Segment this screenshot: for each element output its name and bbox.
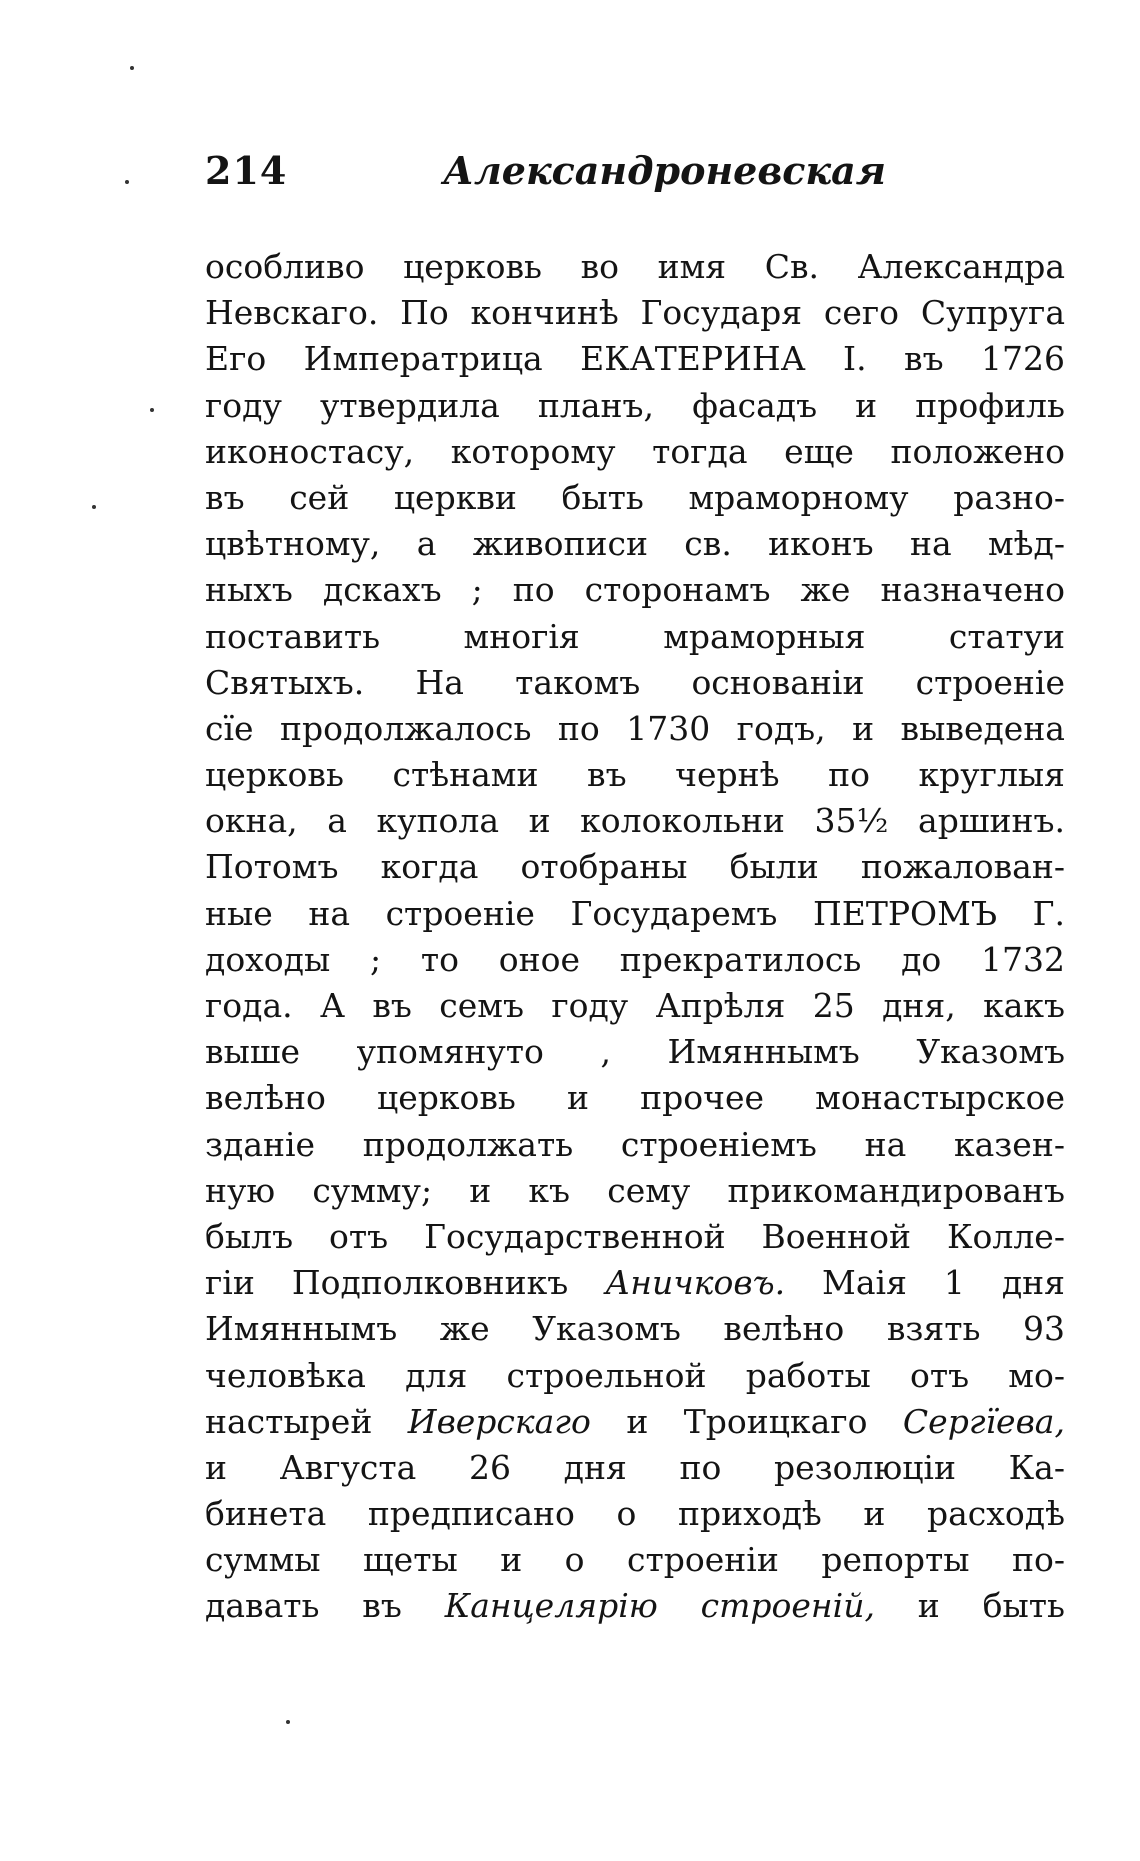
text-line: бинета предписано о приходѣ и расходѣ xyxy=(205,1494,1065,1534)
text-line: зданіе продолжать строеніемъ на казен- xyxy=(205,1124,1065,1164)
text-line: ные на строеніе Государемъ ПЕТРОМЪ Г. xyxy=(205,893,1065,933)
text-line: сїе продолжалось по 1730 годъ, и выведена xyxy=(205,708,1065,748)
text-line: въ сей церкви быть мраморному разно- xyxy=(205,477,1065,517)
running-head: Александроневская xyxy=(443,148,887,193)
body-text xyxy=(205,244,1065,1630)
text-line: поставить многія мраморныя статуи xyxy=(205,616,1065,656)
text-line: человѣка для строельной работы отъ мо- xyxy=(205,1355,1065,1395)
text-line: цвѣтному, а живописи св. иконъ на мѣд- xyxy=(205,524,1065,564)
italic-name: Сергїева, xyxy=(902,1401,1065,1441)
text-line: ную сумму; и къ сему прикомандированъ xyxy=(205,1170,1065,1210)
text-segment: и быть xyxy=(917,1586,1065,1626)
text-segment: давать въ xyxy=(205,1586,402,1626)
page-number: 214 xyxy=(205,148,288,193)
text-line: Потомъ когда отобраны были пожалован- xyxy=(205,847,1065,887)
text-line: Имяннымъ же Указомъ велѣно взять 93 xyxy=(205,1309,1065,1349)
text-segment: Маія 1 дня xyxy=(822,1263,1065,1303)
text-line xyxy=(205,1399,1065,1445)
text-line: и Августа 26 дня по резолюціи Ка- xyxy=(205,1447,1065,1487)
text-line xyxy=(205,1583,1065,1629)
text-line: церковь стѣнами въ чернѣ по круглыя xyxy=(205,755,1065,795)
text-line: особливо церковь во имя Св. Александра xyxy=(205,247,1065,286)
text-line: окна, а купола и колокольни 35½ аршинъ. xyxy=(205,801,1065,841)
text-line: Его Императрица ЕКАТЕРИНА I. въ 1726 xyxy=(205,339,1065,379)
page-header xyxy=(205,148,1065,208)
text-line: году утвердила планъ, фасадъ и профиль xyxy=(205,385,1065,425)
text-line xyxy=(205,1260,1065,1306)
print-speck xyxy=(286,1720,290,1724)
text-segment: настырей xyxy=(205,1401,373,1441)
text-line: былъ отъ Государственной Военной Колле- xyxy=(205,1216,1065,1256)
text-line: Святыхъ. На такомъ основаніи строеніе xyxy=(205,662,1065,702)
italic-name: Канцелярію строеній, xyxy=(444,1586,875,1626)
text-line: иконостасу, которому тогда еще положено xyxy=(205,431,1065,471)
print-speck xyxy=(92,505,96,509)
text-line: года. А въ семъ году Апрѣля 25 дня, какъ xyxy=(205,986,1065,1025)
print-speck xyxy=(150,408,154,412)
text-line: суммы щеты и о строеніи репорты по- xyxy=(205,1540,1065,1580)
italic-name: Аничковъ. xyxy=(605,1263,786,1303)
text-segment: и Троицкаго xyxy=(626,1401,868,1441)
print-speck xyxy=(125,180,129,184)
text-segment: гіи Подполковникъ xyxy=(205,1263,569,1303)
text-line: ныхъ дскахъ ; по сторонамъ же назначено xyxy=(205,570,1065,610)
text-line: доходы ; то оное прекратилось до 1732 xyxy=(205,939,1065,979)
text-line: Невскаго. По кончинѣ Государя сего Супруга xyxy=(205,293,1065,333)
text-line: выше упомянуто , Имяннымъ Указомъ xyxy=(205,1032,1065,1072)
print-speck xyxy=(130,66,134,70)
text-line: велѣно церковь и прочее монастырское xyxy=(205,1078,1065,1118)
italic-name: Иверскаго xyxy=(407,1401,591,1441)
